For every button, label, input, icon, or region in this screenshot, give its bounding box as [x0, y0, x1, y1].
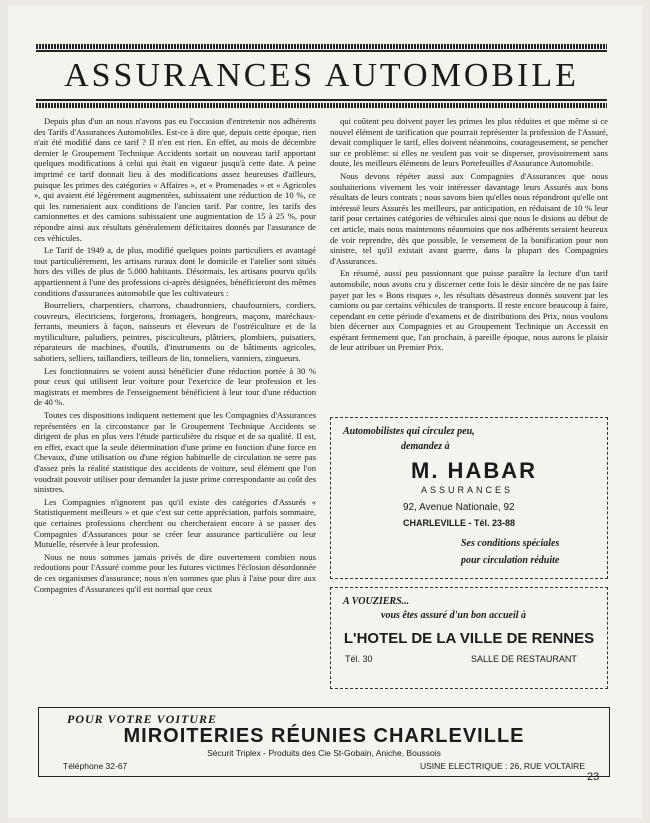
paragraph: En résumé, aussi peu passionnant que puisse paraître la lecture d'un tarif automobile, nous avons cru y discerner cette fois le désir sincère de ne pas faire payer par les « Bons risques », les résultats désastreux donnés souvent par les camions ou par certains véhicules de transports. Il reste encore beaucoup à faire, cependant en cette période d'examens et de distributions des Prix, nous voulons bien décerner aux Compagnies et au Groupement Technique un Accessit en espérant fermement que, l'an prochain, à pareille époque, nous aurons le plaisir de leur attribuer un Premier Prix.: [330, 268, 608, 353]
ad-phone: Téléphone 32-67: [63, 761, 128, 771]
banner-bottom-rule: [36, 103, 607, 108]
banner-top-rule-thin: [36, 50, 607, 52]
hotel-advertisement: [330, 587, 608, 689]
ad-phone: Tél. 30: [345, 654, 373, 664]
paragraph: Nous ne nous sommes jamais privés de dire ouvertement combien nous redoutions pour l'Assuré comme pour les futures victimes l'éclosion désordonnée de ces organismes d'assurance; nous n'en sommes que plus à l'aise pour dire aux Compagnies d'Assurances qu'il est normal que ceux: [34, 551, 316, 594]
ad-subtitle: SALLE DE RESTAURANT: [471, 654, 577, 664]
ad-address: 92, Avenue Nationale, 92: [403, 502, 515, 513]
ad-line: A VOUZIERS...: [343, 596, 410, 607]
page-number: 23: [587, 771, 600, 783]
paragraph: Nous devons répéter aussi aux Compagnies d'Assurances que nous souhaiterions vivement les voir intéresser davantage leurs Assurés aux bons résultats de leurs contrats ; nous savons bien qu'elles nous répondront qu'elle ont intéressé leurs Assurés les meilleurs, par anticipation, en réduisant de 10 % leur tarif pour certaines catégories de véhicules ainsi que nous le disions au début de cet article, mais nous maintenons néanmoins que nos adhérents seraient heureux de voir reprendre, dès que possible, le versement de la bonification pour non sinistre, tel qu'il existait avant guerre, dans la plupart des Compagnies d'Assurances.: [330, 170, 608, 266]
paragraph: qui coûtent peu doivent payer les primes les plus réduites et que même si ce nouvel élément de tarification que pourrait représenter la profession de l'Assuré, devait compliquer le tarif, elles doivent néanmoins, courageusement, se pencher sur ce problème: si elles ne veulent pas voir se disperser, provisoirement sans doute, les meilleurs éléments de leurs Portefeuilles d'Assurance Automobile.: [330, 116, 608, 169]
banner-bottom-rule-thin: [36, 99, 607, 101]
ad-line: POUR VOTRE VOITURE: [67, 712, 218, 726]
ad-line: vous êtes assuré d'un bon accueil à: [381, 610, 527, 621]
paragraph: Le Tarif de 1949 a, de plus, modifié quelques points particuliers et avantagé tout particulièrement, les artisans ruraux dont le domicile et l'atelier sont situés hors des villes de plus de 5.000 habitants. Désormais, les artisans pourvu qu'ils appartiennent à l'une des professions ci-après désignées, bénéficieront des mêmes conditions d'assurances automobile que les cultivateurs :: [34, 245, 316, 298]
paragraph: Les Compagnies n'ignorent pas qu'il existe des catégories d'Assurés « Statistiquement meilleurs » et que c'est sur cette appréciation, parfois sommaire, que certaines professions cherchent ou chercheraient encore à se passer des Compagnies d'Assurances pour se créer leur assurance particulière ou leur Mutuelle, réservée à leur profession.: [34, 496, 316, 550]
miroiteries-advertisement: [38, 707, 610, 777]
left-column: [34, 116, 316, 596]
title-banner: [36, 55, 607, 97]
ad-tagline: pour circulation réduite: [461, 555, 560, 566]
page-title: ASSURANCES AUTOMOBILE: [64, 57, 579, 94]
ad-address: USINE ELECTRIQUE : 26, RUE VOLTAIRE: [419, 761, 585, 771]
paragraph: Toutes ces dispositions indiquent nettement que les Compagnies d'Assurances représentées en la circonstance par le Groupement Technique Accidents se dirigent de plus en plus vers l'étude particulière du risque et de sa qualité. Il est, en effet, exact que la seule détermination d'une prime en fonction d'une force en Chevaux, d'une utilisation ou d'une région habituelle de circulation ne serre pas d'assez près la réalité statistique des accidents de voiture, seul élément que l'on voudrait pouvoir utiliser pour demander la juste prime correspondante au coût des sinistres.: [34, 410, 316, 495]
paragraph: Bourreliers, charpentiers, charrons, chaudronniers, chaufourniers, cordiers, couvreurs, électriciens, forgerons, fromagers, hongreurs, maçons, maréchaux-ferrants, meuniers à façon, naisseurs et éleveurs de l'ostréiculture et de la mytiliculture, paludiers, peintres, pisciculteurs, plâtriers, plombiers, puisatiers, réparateurs de machines, d'outils, d'instruments ou de bâtiments agricoles, sabotiers, selliers, taillandiers, teilleurs de lin, tonneliers, vanniers, zingueurs.: [34, 300, 316, 364]
ad-subtitle: ASSURANCES: [421, 485, 514, 495]
habar-advertisement: [330, 417, 608, 579]
ad-line: Automobilistes qui circulez peu,: [343, 426, 475, 437]
paragraph: Les fonctionnaires se voient aussi bénéficier d'une réduction portée à 30 % pour ceux qui utilisent leur voiture pour l'exercice de leur profession et les magistrats et membres de l'enseignement bénéficient à leur tour d'une réduction de 40 %.: [34, 365, 316, 408]
ad-tagline: Ses conditions spéciales: [461, 538, 560, 549]
ad-name: MIROITERIES RÉUNIES CHARLEVILLE: [123, 725, 525, 747]
paragraph: Depuis plus d'un an nous n'avons pas eu l'occasion d'entretenir nos adhérents des Tarifs d'Assurances Automobiles. Est-ce à dire que, depuis cette époque, rien n'ait été modifié dans ce tarif ? Il n'en est rien. En effet, au mois de décembre dernier le Groupement Technique Accidents sortait un nouveau tarif apportant quelques modifications à celui qui était en vigueur jusqu'à cette date. A peine imprimé ce tarif donnait lieu à des modifications assez heureuses d'ailleurs, puisque les primes des catégories « Affaires », et « Promenades » et « Agricoles », qui avaient été légèrement augmentées, subissaient une réduction de 10 %, ce qui les ramenaient aux conditions de l'ancien tarif. Par contre, les tarifs des camionnettes et des camions subissaient une augmentation de 15 à 25 %, pour répondre ainsi aux résultats généralement déficitaires donnés par l'assurance de ces véhicules.: [34, 116, 316, 243]
ad-phone: CHARLEVILLE - Tél. 23-88: [403, 518, 516, 528]
right-column: [330, 116, 608, 355]
banner-top-rule: [36, 44, 607, 49]
ad-name: M. HABAR: [411, 458, 537, 483]
ad-name: L'HOTEL DE LA VILLE DE RENNES: [343, 630, 595, 647]
ad-line: demandez à: [401, 441, 450, 452]
ad-subtitle: Sécurit Triplex - Produits des Cie St-Gobain, Aniche, Boussois: [207, 748, 441, 758]
